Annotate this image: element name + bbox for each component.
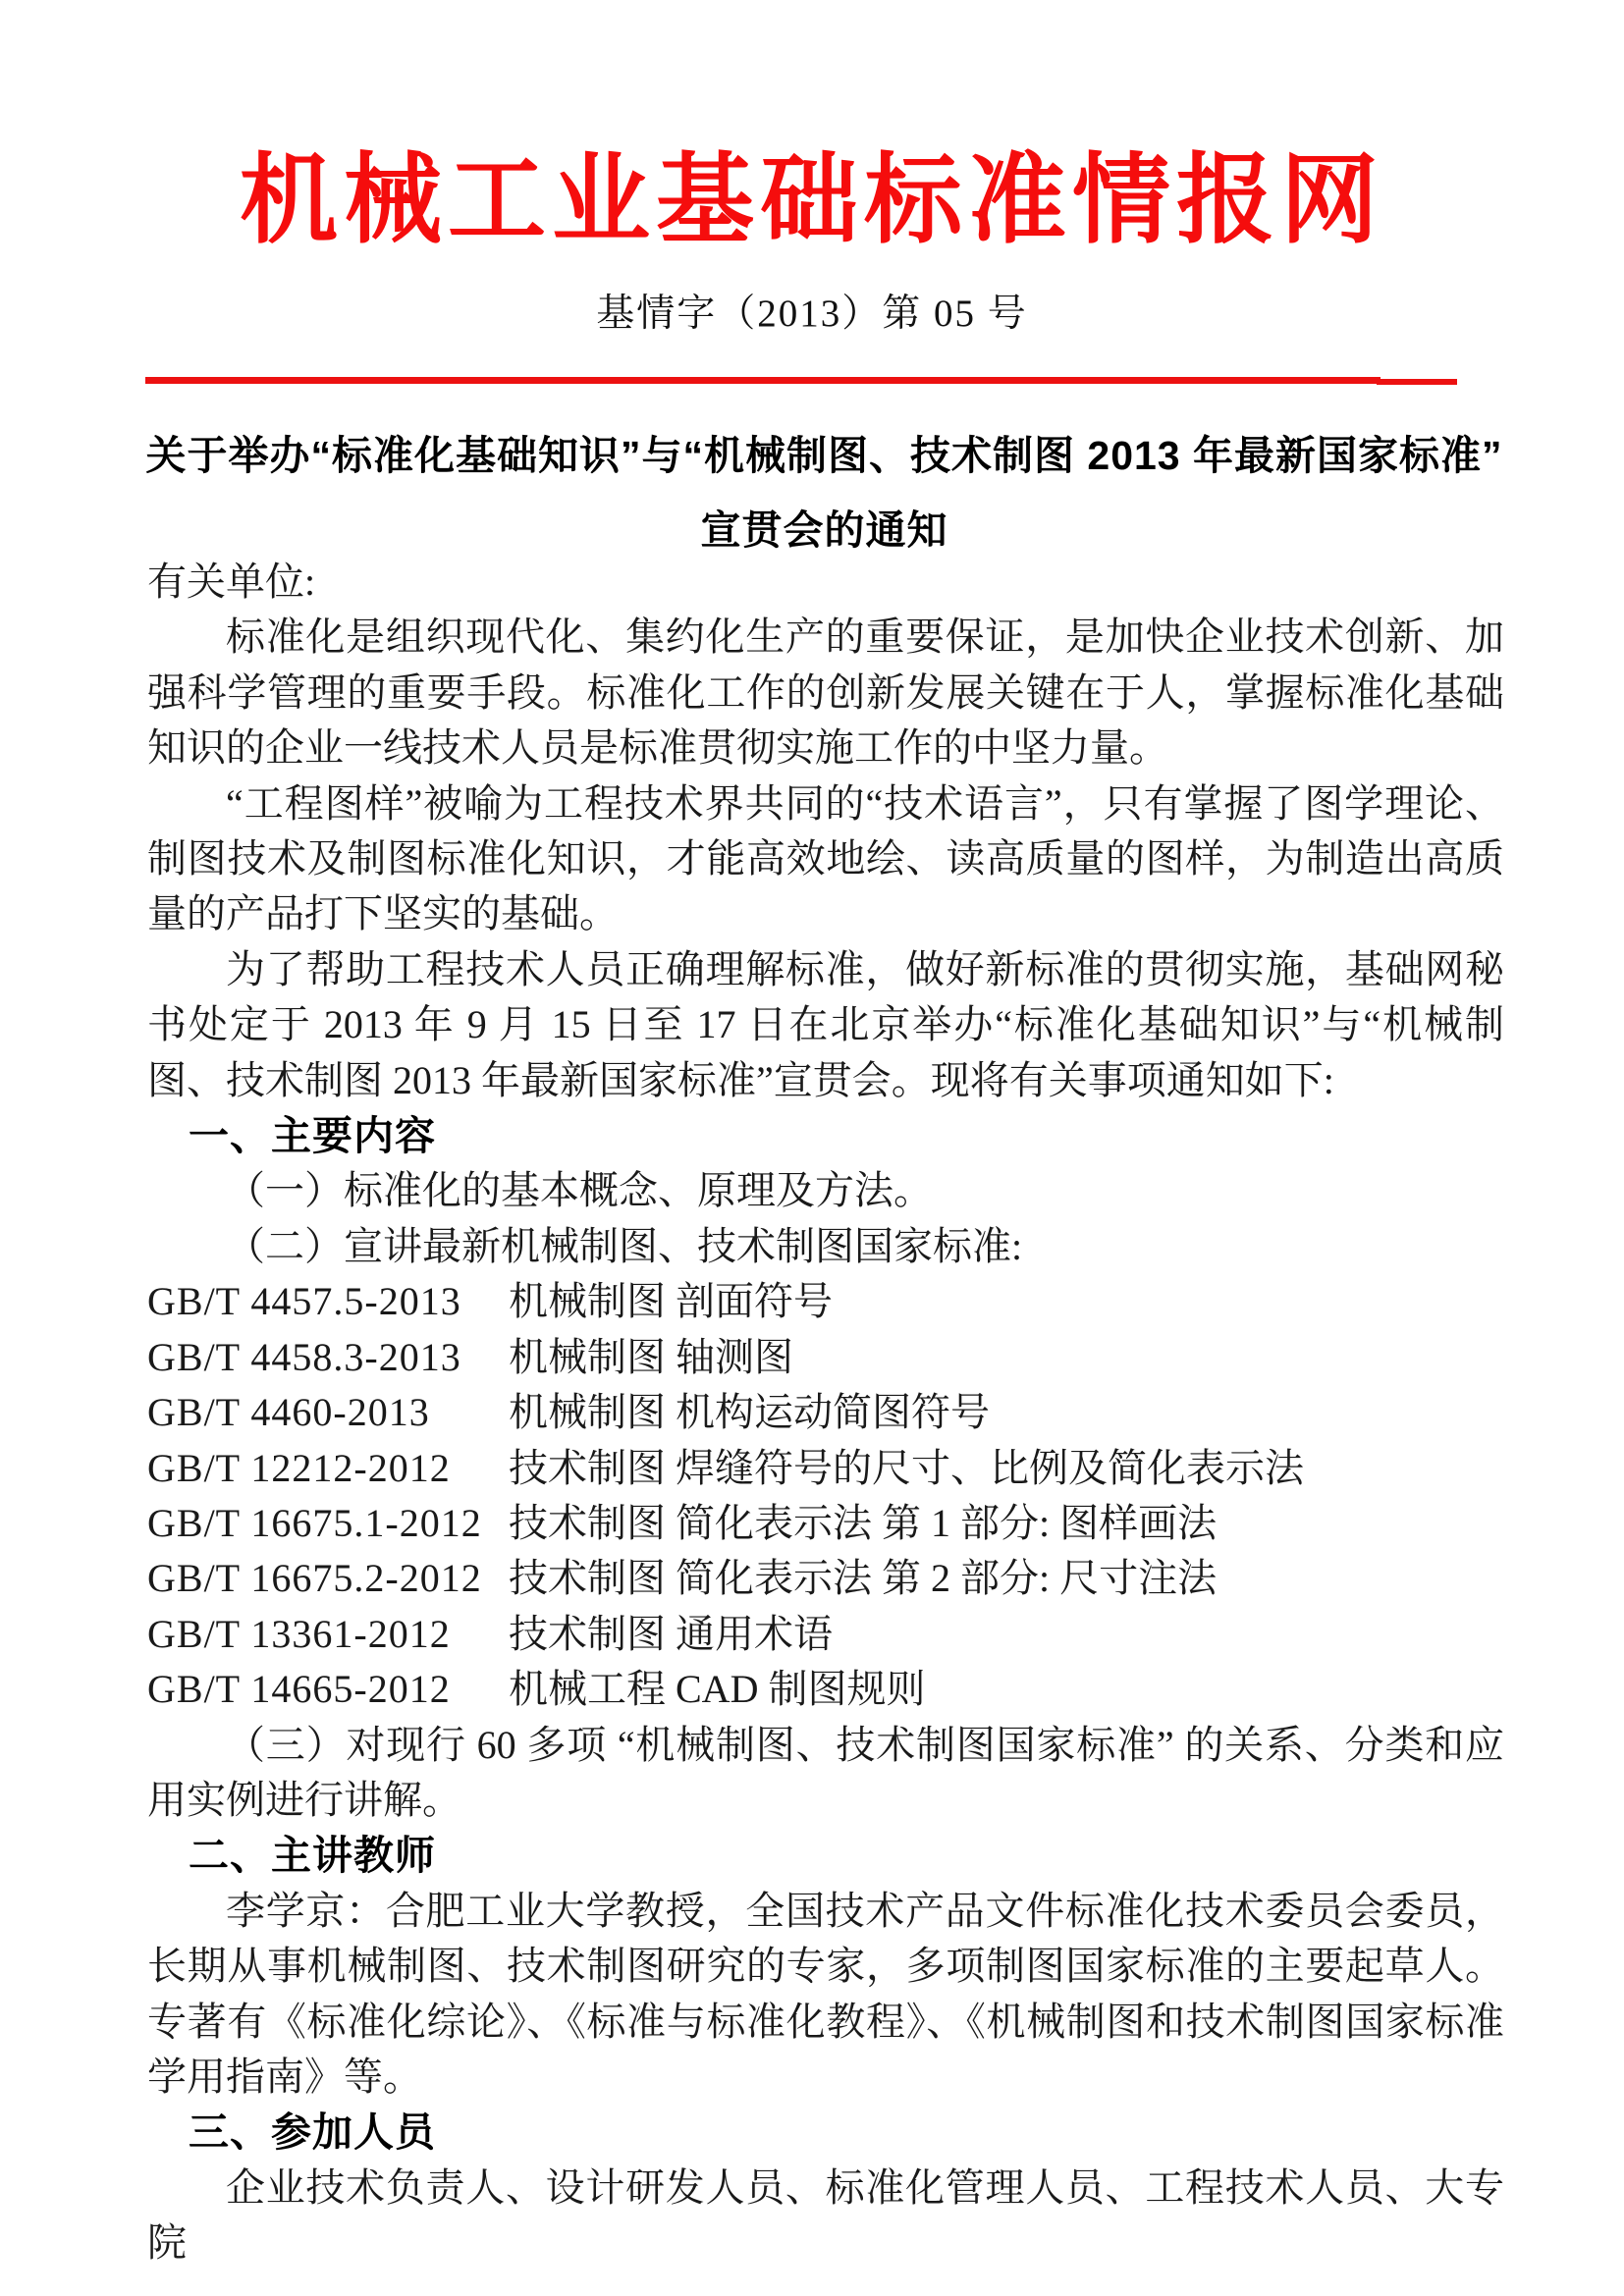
section-heading-main-content: 一、主要内容 (189, 1113, 436, 1159)
standard-title: 技术制图 简化表示法 第 2 部分: 尺寸注法 (509, 1556, 1218, 1601)
standard-title: 机械制图 机构运动简图符号 (509, 1390, 990, 1435)
paragraph-lecturer-bio: 李学京：合肥工业大学教授，全国技术产品文件标准化技术委员会委员，长期从事机械制图、技术制图研究的专家，多项制图国家标准的主要起草人。专著有《标准化综论》、《标准与标准化教程》、《机械制图和技术制图国家标准学用指南》等。 (147, 1888, 1504, 2099)
standard-code: GB/T 4460-2013 (147, 1390, 430, 1435)
standard-title: 技术制图 焊缝符号的尺寸、比例及简化表示法 (509, 1445, 1304, 1490)
paragraph-standardization-importance: 标准化是组织现代化、集约化生产的重要保证，是加快企业技术创新、加强科学管理的重要手段。标准化工作的创新发展关键在于人，掌握标准化基础知识的企业一线技术人员是标准贯彻实施工作的中坚力量。 (147, 614, 1504, 771)
standard-code: GB/T 4457.5-2013 (147, 1279, 461, 1324)
salutation: 有关单位: (147, 560, 316, 604)
masthead-title: 机械工业基础标准情报网 (240, 146, 1384, 255)
standard-title: 机械制图 剖面符号 (509, 1279, 833, 1324)
section-heading-lecturer: 二、主讲教师 (189, 1833, 436, 1879)
standard-row (147, 1607, 1504, 1662)
list-item-basic-concepts: （一）标准化的基本概念、原理及方法。 (226, 1168, 933, 1213)
standard-row (147, 1662, 1504, 1717)
doc-number: 基情字（2013）第 05 号 (596, 293, 1028, 335)
standard-title: 技术制图 通用术语 (509, 1611, 833, 1656)
list-item-new-standards: （二）宣讲最新机械制图、技术制图国家标准: (226, 1223, 1023, 1268)
standard-code: GB/T 12212-2012 (147, 1445, 451, 1490)
standard-row (147, 1330, 1504, 1385)
standard-code: GB/T 13361-2012 (147, 1611, 451, 1656)
standard-row (147, 1274, 1504, 1329)
standard-code: GB/T 16675.2-2012 (147, 1556, 482, 1601)
standard-row (147, 1441, 1504, 1496)
notice-title-line2: 宣贯会的通知 (700, 507, 948, 553)
standard-row (147, 1496, 1504, 1551)
list-item-existing-standards-explanation: （三）对现行 60 多项 “机械制图、技术制图国家标准” 的关系、分类和应用实例进行讲解。 (147, 1722, 1504, 1822)
paragraph-engineering-drawings: “工程图样”被喻为工程技术界共同的“技术语言”，只有掌握了图学理论、制图技术及制图标准化知识，才能高效地绘、读高质量的图样，为制造出高质量的产品打下坚实的基础。 (147, 780, 1504, 936)
standard-title: 机械制图 轴测图 (509, 1334, 793, 1379)
standard-code: GB/T 14665-2012 (147, 1667, 451, 1712)
section-heading-participants: 三、参加人员 (189, 2109, 436, 2156)
red-divider (145, 377, 1380, 384)
standard-title: 机械工程 CAD 制图规则 (509, 1667, 926, 1712)
standard-code: GB/T 16675.1-2012 (147, 1500, 482, 1545)
standard-code: GB/T 4458.3-2013 (147, 1334, 461, 1379)
notice-body (147, 555, 1504, 2271)
red-divider-end-segment (1377, 379, 1457, 385)
paragraph-participants: 企业技术负责人、设计研发人员、标准化管理人员、工程技术人员、大专院 (147, 2164, 1504, 2266)
standard-title: 技术制图 简化表示法 第 1 部分: 图样画法 (509, 1500, 1218, 1545)
notice-title-line1: 关于举办“标准化基础知识”与“机械制图、技术制图 2013 年最新国家标准” (145, 433, 1503, 478)
standard-row (147, 1551, 1504, 1606)
notice-title (135, 418, 1514, 567)
standard-row (147, 1385, 1504, 1440)
paragraph-event-announcement: 为了帮助工程技术人员正确理解标准，做好新标准的贯彻实施，基础网秘书处定于 2013 年 9 月 15 日至 17 日在北京举办“标准化基础知识”与“机械制图、技术制图 2013 年最新国家标准”宣贯会。现将有关事项通知如下: (147, 946, 1504, 1102)
